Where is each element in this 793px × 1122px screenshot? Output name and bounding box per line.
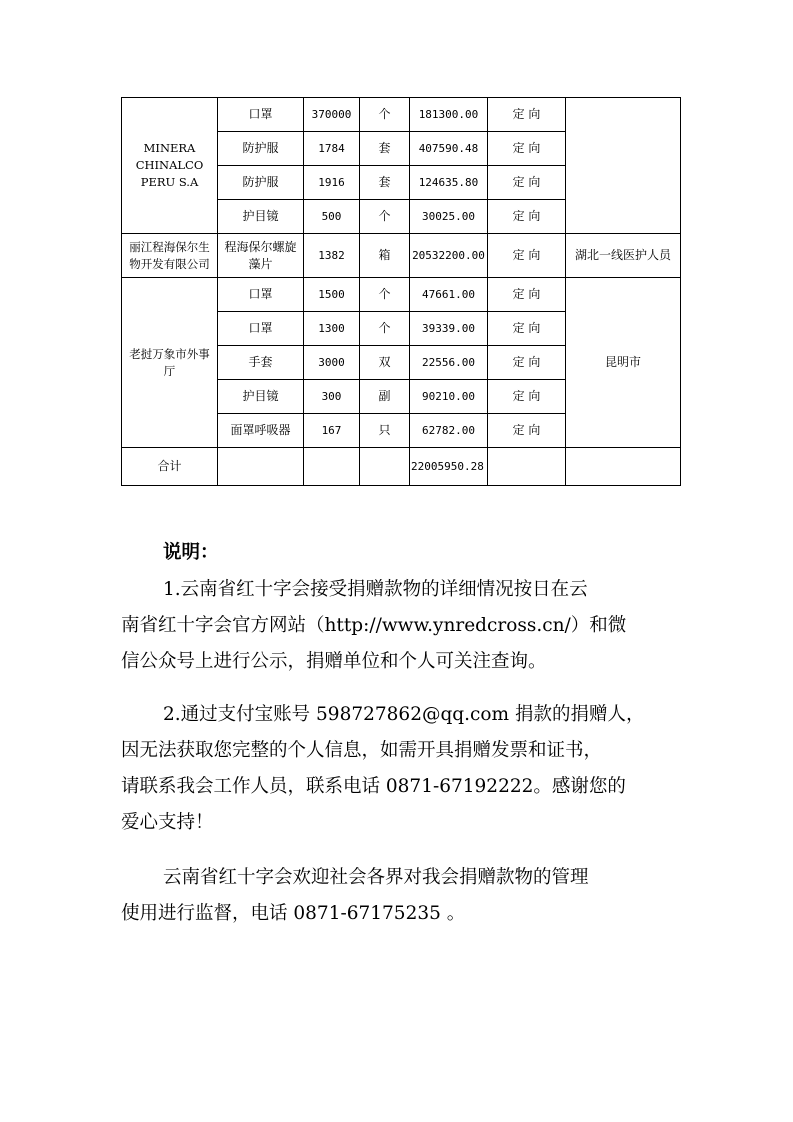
quantity-cell: 500 <box>304 200 360 234</box>
amount-cell: 47661.00 <box>410 278 488 312</box>
total-amount: 22005950.28 <box>410 448 488 486</box>
note-line: 云南省红十字会欢迎社会各界对我会捐赠款物的管理 <box>163 867 589 888</box>
quantity-cell: 1300 <box>304 312 360 346</box>
empty-cell <box>360 448 410 486</box>
type-cell: 定 向 <box>488 414 566 448</box>
type-cell: 定 向 <box>488 166 566 200</box>
donor-cell: 丽江程海保尔生 物开发有限公司 <box>122 234 218 278</box>
amount-cell: 407590.48 <box>410 132 488 166</box>
type-cell: 定 向 <box>488 312 566 346</box>
amount-cell: 22556.00 <box>410 346 488 380</box>
donation-table <box>121 97 681 486</box>
unit-cell: 个 <box>360 312 410 346</box>
quantity-cell: 3000 <box>304 346 360 380</box>
quantity-cell: 167 <box>304 414 360 448</box>
empty-cell <box>488 448 566 486</box>
type-cell: 定 向 <box>488 380 566 414</box>
quantity-cell: 300 <box>304 380 360 414</box>
unit-cell: 只 <box>360 414 410 448</box>
unit-cell: 副 <box>360 380 410 414</box>
unit-cell: 箱 <box>360 234 410 278</box>
donor-cell: MINERA CHINALCO PERU S.A <box>122 98 218 234</box>
note-line: 因无法获取您完整的个人信息，如需开具捐赠发票和证书， <box>121 740 603 761</box>
notes-heading: 说明： <box>163 542 219 563</box>
note-line: 南省红十字会官方网站（http://www.ynredcross.cn/）和微 <box>121 615 627 636</box>
item-cell: 防护服 <box>218 166 304 200</box>
quantity-cell: 1382 <box>304 234 360 278</box>
note-line: 请联系我会工作人员，联系电话 0871-67192222。感谢您的 <box>121 776 626 797</box>
note-line: 1.云南省红十字会接受捐赠款物的详细情况按日在云 <box>163 579 588 600</box>
amount-cell: 124635.80 <box>410 166 488 200</box>
note-paragraph-1 <box>121 572 681 680</box>
empty-cell <box>218 448 304 486</box>
unit-cell: 套 <box>360 132 410 166</box>
recipient-cell: 昆明市 <box>566 278 681 448</box>
item-cell: 程海保尔螺旋 藻片 <box>218 234 304 278</box>
quantity-cell: 370000 <box>304 98 360 132</box>
amount-cell: 181300.00 <box>410 98 488 132</box>
item-cell: 手套 <box>218 346 304 380</box>
amount-cell: 90210.00 <box>410 380 488 414</box>
amount-cell: 30025.00 <box>410 200 488 234</box>
item-cell: 口罩 <box>218 278 304 312</box>
table-row <box>122 278 681 312</box>
item-cell: 口罩 <box>218 98 304 132</box>
donor-cell: 老挝万象市外事 厅 <box>122 278 218 448</box>
type-cell: 定 向 <box>488 278 566 312</box>
table-row <box>122 98 681 132</box>
unit-cell: 套 <box>360 166 410 200</box>
type-cell: 定 向 <box>488 234 566 278</box>
amount-cell: 20532200.00 <box>410 234 488 278</box>
recipient-cell: 湖北一线医护人员 <box>566 234 681 278</box>
quantity-cell: 1784 <box>304 132 360 166</box>
type-cell: 定 向 <box>488 346 566 380</box>
note-line: 2.通过支付宝账号 598727862@qq.com 捐款的捐赠人， <box>163 704 645 725</box>
note-line: 爱心支持！ <box>121 812 214 833</box>
quantity-cell: 1500 <box>304 278 360 312</box>
item-cell: 面罩呼吸器 <box>218 414 304 448</box>
amount-cell: 39339.00 <box>410 312 488 346</box>
item-cell: 护目镜 <box>218 380 304 414</box>
note-paragraph-3 <box>121 860 681 932</box>
type-cell: 定 向 <box>488 98 566 132</box>
empty-cell <box>304 448 360 486</box>
item-cell: 护目镜 <box>218 200 304 234</box>
amount-cell: 62782.00 <box>410 414 488 448</box>
unit-cell: 个 <box>360 278 410 312</box>
quantity-cell: 1916 <box>304 166 360 200</box>
note-paragraph-2 <box>121 697 681 841</box>
item-cell: 口罩 <box>218 312 304 346</box>
note-line: 使用进行监督，电话 0871-67175235 。 <box>121 903 466 924</box>
recipient-cell <box>566 98 681 234</box>
unit-cell: 个 <box>360 200 410 234</box>
item-cell: 防护服 <box>218 132 304 166</box>
total-label: 合计 <box>122 448 218 486</box>
type-cell: 定 向 <box>488 132 566 166</box>
note-line: 信公众号上进行公示，捐赠单位和个人可关注查询。 <box>121 651 547 672</box>
unit-cell: 双 <box>360 346 410 380</box>
table-row <box>122 234 681 278</box>
total-row <box>122 448 681 486</box>
type-cell: 定 向 <box>488 200 566 234</box>
empty-cell <box>566 448 681 486</box>
unit-cell: 个 <box>360 98 410 132</box>
